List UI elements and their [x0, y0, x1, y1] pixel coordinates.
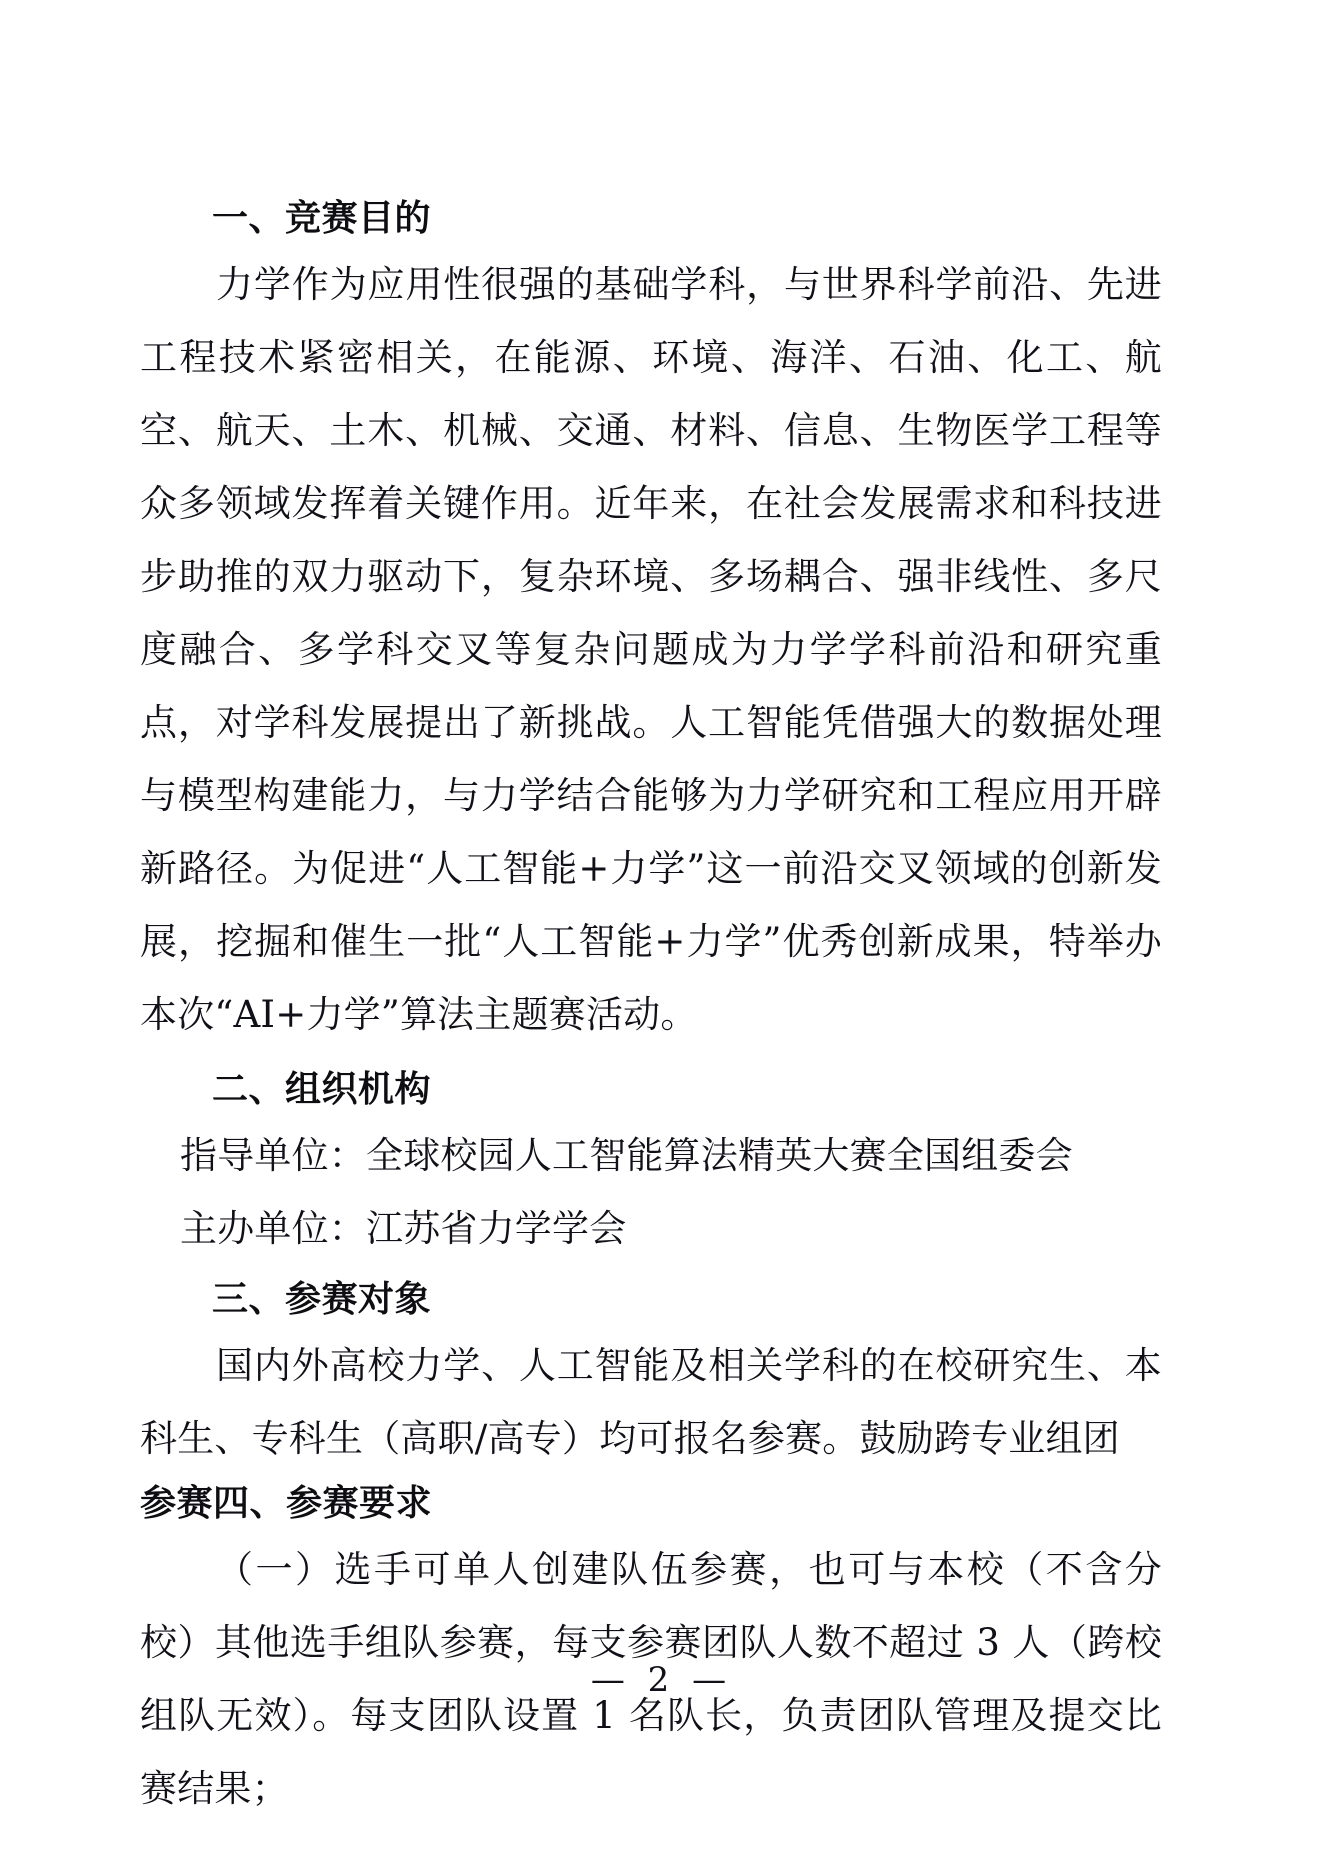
section-body-purpose: 力学作为应用性很强的基础学科，与世界科学前沿、先进工程技术紧密相关，在能源、环境、海洋、石油、化工、航空、航天、土木、机械、交通、材料、信息、生物医学工程等众多领域发挥着关键作用。近年来，在社会发展需求和科技进步助推的双力驱动下，复杂环境、多场耦合、强非线性、多尺度融合、多学科交叉等复杂问题成为力学学科前沿和研究重点，对学科发展提出了新挑战。人工智能凭借强大的数据处理与模型构建能力，与力学结合能够为力学研究和工程应用开辟新路径。为促进“人工智能+力学”这一前沿交叉领域的创新发展，挖掘和催生一批“人工智能+力学”优秀创新成果，特举办本次“AI+力学”算法主题赛活动。	[140, 263, 1162, 1036]
organizer-host-line: 主办单位：江苏省力学学会	[180, 1207, 627, 1250]
section-heading-requirements: 参赛四、参赛要求	[140, 1483, 433, 1524]
block-spacer	[140, 1051, 1162, 1061]
section-heading-participants: 三、参赛对象	[212, 1279, 432, 1320]
section-heading-purpose: 一、竞赛目的	[212, 198, 432, 239]
organizer-guidance-line: 指导单位：全球校园人工智能算法精英大赛全国组委会	[180, 1134, 1073, 1177]
section-heading-organization: 二、组织机构	[212, 1069, 432, 1110]
page-content	[140, 190, 1162, 1825]
requirements-item-one: （一）选手可单人创建队伍参赛，也可与本校（不含分校）其他选手组队参赛，每支参赛团队人数不超过 3 人（跨校组队无效）。每支团队设置 1 名队长，负责团队管理及提交比赛结果；	[140, 1548, 1162, 1810]
page-number: — 2 —	[590, 1660, 733, 1700]
section-body-participants: 国内外高校力学、人工智能及相关学科的在校研究生、本科生、专科生（高职/高专）均可报名参赛。鼓励跨专业组团	[140, 1344, 1162, 1460]
